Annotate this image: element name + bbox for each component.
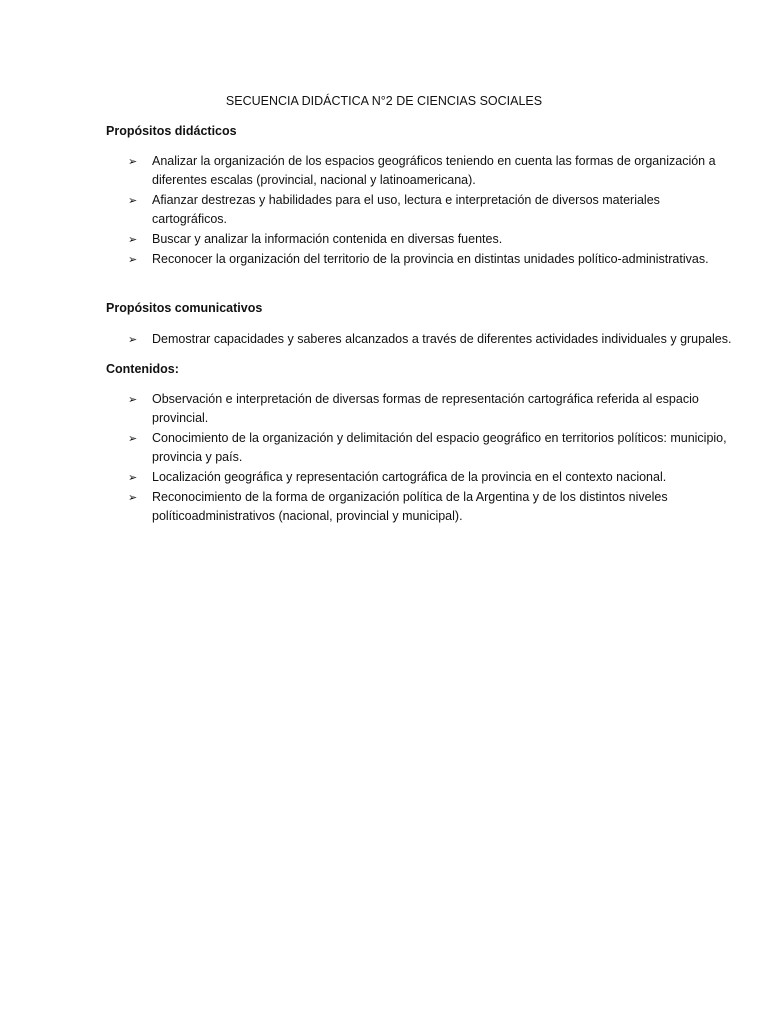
list-item [106,429,736,467]
list-item [106,488,736,526]
propositos-comunicativos-list [106,330,736,350]
list-item-text: Conocimiento de la organización y delimitación del espacio geográfico en territorios políticos: municipio, provincia y país. [152,431,727,464]
list-item [106,250,736,269]
propositos-didacticos-list [106,152,736,270]
list-item-text: Afianzar destrezas y habilidades para el uso, lectura e interpretación de diversos materiales cartográficos. [152,193,660,226]
arrow-bullet-icon: ➢ [128,432,138,445]
section-heading-propositos-didacticos: Propósitos didácticos [106,124,237,138]
arrow-bullet-icon: ➢ [128,253,138,266]
document-title: SECUENCIA DIDÁCTICA N°2 DE CIENCIAS SOCIALES [225,94,543,108]
arrow-bullet-icon: ➢ [128,194,138,207]
list-item-text: Observación e interpretación de diversas formas de representación cartográfica referida al espacio provincial. [152,392,699,425]
contenidos-list [106,390,736,527]
list-item-text: Localización geográfica y representación cartográfica de la provincia en el contexto nacional. [152,470,667,484]
list-item-text: Demostrar capacidades y saberes alcanzados a través de diferentes actividades individuales y grupales. [152,332,732,346]
list-item [106,152,736,190]
list-item-text: Analizar la organización de los espacios geográficos teniendo en cuenta las formas de organización a diferentes escalas (provincial, nacional y latinoamericana). [152,154,716,187]
list-item [106,390,736,428]
list-item [106,230,736,249]
arrow-bullet-icon: ➢ [128,393,138,406]
section-heading-propositos-comunicativos: Propósitos comunicativos [106,301,263,315]
section-heading-contenidos: Contenidos: [106,362,179,376]
list-item-text: Reconocimiento de la forma de organización política de la Argentina y de los distintos niveles políticoadministrativos (nacional, provincial y municipal). [152,490,668,523]
list-item [106,468,736,487]
arrow-bullet-icon: ➢ [128,491,138,504]
list-item [106,191,736,229]
list-item-text: Buscar y analizar la información contenida en diversas fuentes. [152,232,503,246]
arrow-bullet-icon: ➢ [128,155,138,168]
arrow-bullet-icon: ➢ [128,333,138,346]
list-item [106,330,736,349]
arrow-bullet-icon: ➢ [128,471,138,484]
list-item-text: Reconocer la organización del territorio de la provincia en distintas unidades político-administrativas. [152,252,709,266]
arrow-bullet-icon: ➢ [128,233,138,246]
